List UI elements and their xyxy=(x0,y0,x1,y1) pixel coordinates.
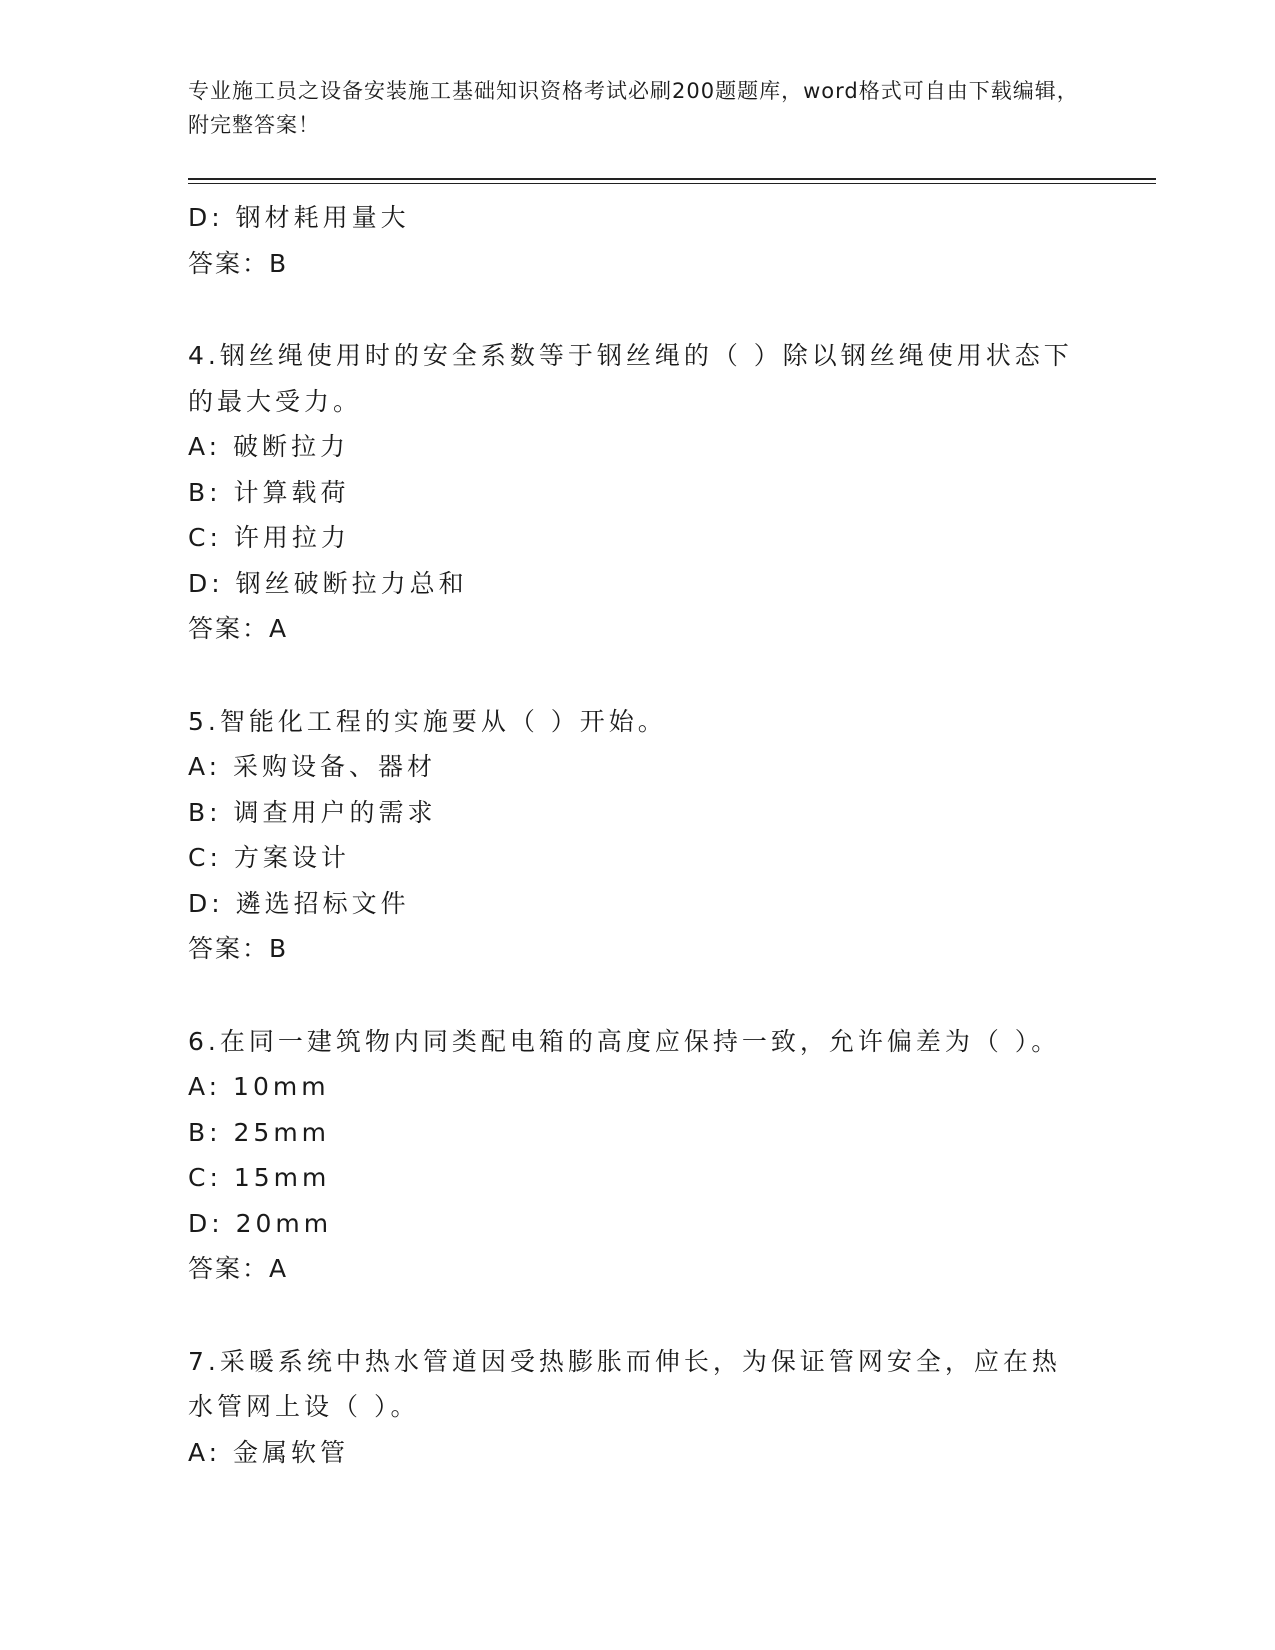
document-header xyxy=(188,74,1088,142)
question-6 xyxy=(188,1019,1088,1292)
question-7 xyxy=(188,1339,1088,1476)
header-divider xyxy=(188,178,1156,180)
option-a: A: 破断拉力 xyxy=(188,432,350,461)
header-title: 专业施工员之设备安装施工基础知识资格考试必刷200题题库，word格式可自由下载编辑，附完整答案！ xyxy=(188,79,1079,137)
option-d: D: 遴选招标文件 xyxy=(188,888,410,918)
answer: 答案：A xyxy=(188,1254,289,1283)
option-c: C: 方案设计 xyxy=(188,843,350,872)
question-text: 7.采暖系统中热水管道因受热膨胀而伸长，为保证管网安全，应在热 xyxy=(188,1346,1061,1376)
question-text-cont: 水管网上设（ ）。 xyxy=(188,1392,420,1421)
option-c: C: 15mm xyxy=(188,1163,331,1192)
question-text: 5.智能化工程的实施要从（ ）开始。 xyxy=(188,706,667,736)
question-text: 6.在同一建筑物内同类配电箱的高度应保持一致，允许偏差为（ ）。 xyxy=(188,1026,1061,1056)
question-list xyxy=(188,195,1088,1475)
carryover-answer: 答案：B xyxy=(188,248,289,278)
answer: 答案：A xyxy=(188,614,289,643)
option-a: A: 10mm xyxy=(188,1072,330,1101)
option-d: D: 20mm xyxy=(188,1208,333,1238)
option-b: B: 25mm xyxy=(188,1117,331,1147)
option-b: B: 调查用户的需求 xyxy=(188,797,437,827)
option-a: A: 采购设备、器材 xyxy=(188,752,437,781)
answer: 答案：B xyxy=(188,934,289,963)
question-4 xyxy=(188,333,1088,652)
option-d: D: 钢丝破断拉力总和 xyxy=(188,568,468,598)
option-a: A: 金属软管 xyxy=(188,1437,350,1467)
question-text: 4.钢丝绳使用时的安全系数等于钢丝绳的（ ）除以钢丝绳使用状态下 xyxy=(188,341,1073,370)
question-text-cont: 的最大受力。 xyxy=(188,386,363,416)
question-5 xyxy=(188,699,1088,972)
option-c: C: 许用拉力 xyxy=(188,523,350,552)
carryover-option: D: 钢材耗用量大 xyxy=(188,203,410,232)
header-divider-thin xyxy=(188,183,1156,184)
option-b: B: 计算载荷 xyxy=(188,477,350,507)
